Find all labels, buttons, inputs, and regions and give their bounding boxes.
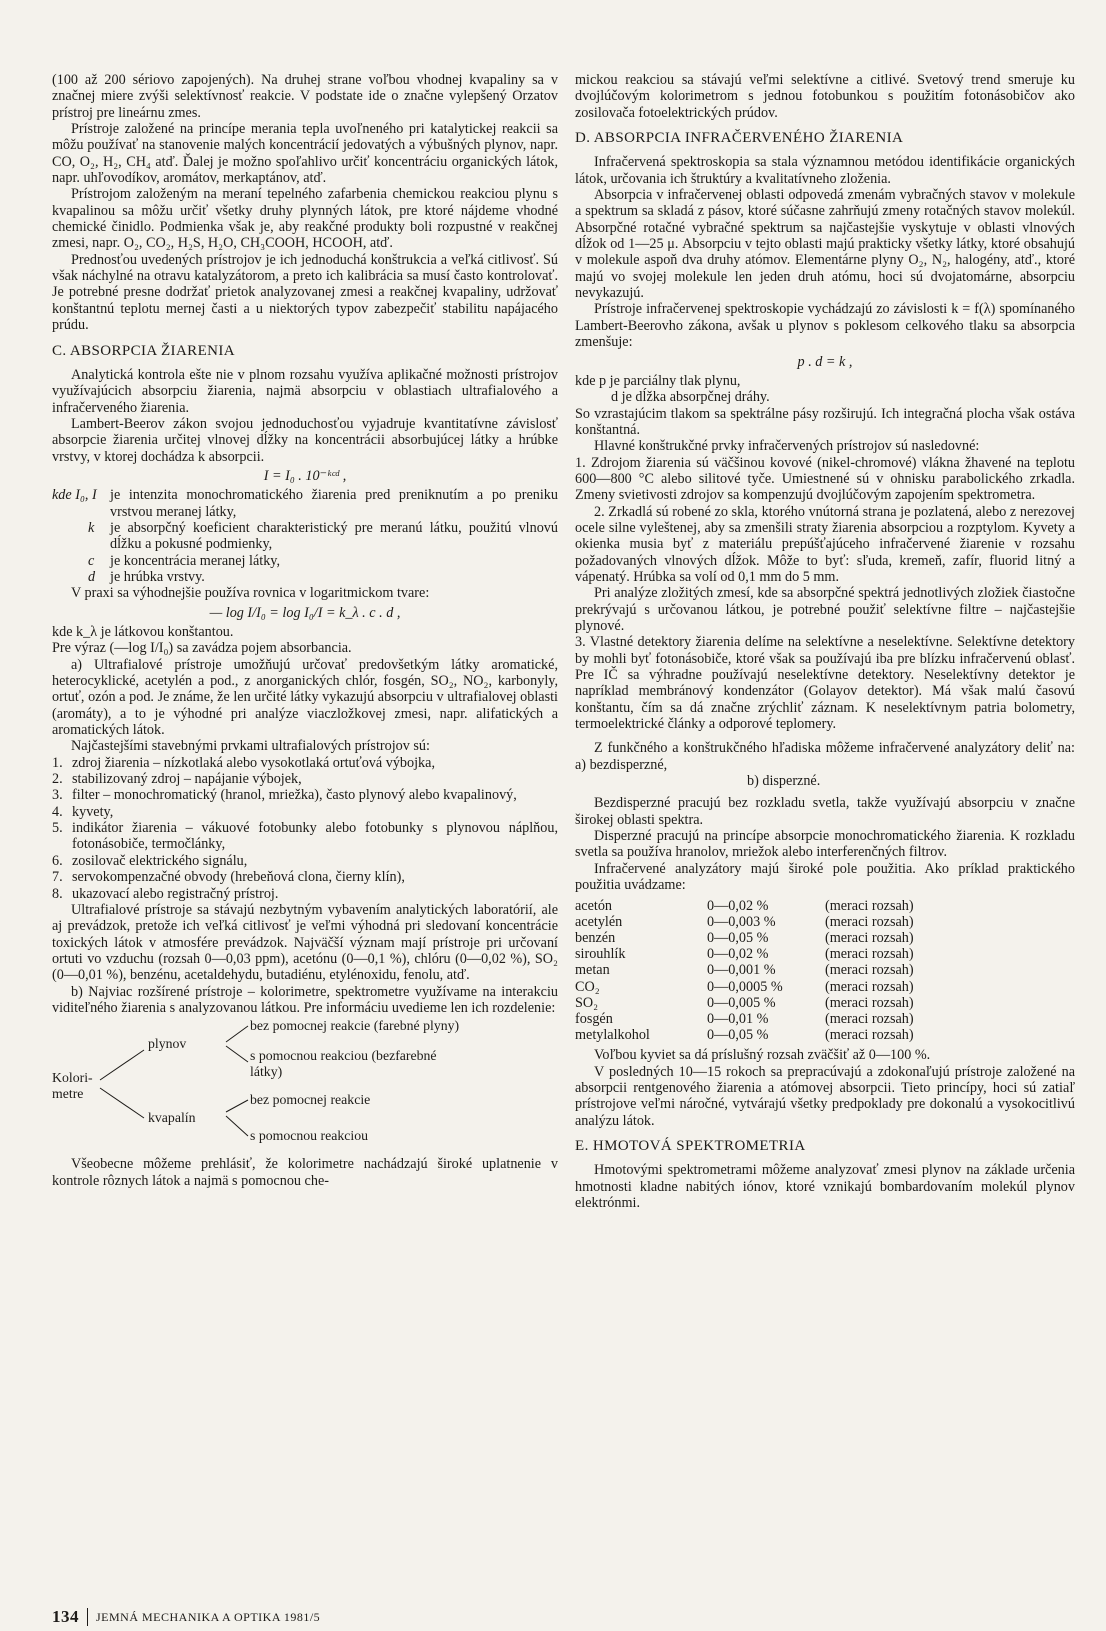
list-item bbox=[52, 869, 558, 885]
diagram-leaf: s pomocnou reakciou (bezfarebné bbox=[250, 1048, 437, 1064]
branch-line-liquid-a bbox=[226, 1100, 248, 1112]
table-row bbox=[575, 995, 914, 1011]
definition-text: je koncentrácia meranej látky, bbox=[110, 552, 281, 569]
list-number: 5. bbox=[52, 820, 63, 837]
list-text: filter – monochromatický (hranol, mriežka), často plynový alebo kvapalinový, bbox=[72, 787, 517, 804]
paragraph: Všeobecne môžeme prehlásiť, že kolorimetre nachádzajú široké uplatnenie v kontrole rôznych látok a najmä s pomocnou che- bbox=[52, 1156, 558, 1189]
paragraph: 1. Zdrojom žiarenia sú väčšinou kovové (nikel-chromové) vlákna žhavené na teplotu 600—800 °C alebo silitové tyče. Umiestnené sú v ohnisku parabolického zrkadla. Zmeny svietivosti zdrojov sa kompenzujú dvojlúčovým zapojením spektrometra. bbox=[575, 454, 1075, 504]
paragraph: Infračervená spektroskopia sa stala významnou metódou identifikácie organických látok, určovania ich štruktúry a kvalitatívneho zloženia. bbox=[575, 154, 1075, 187]
table-row bbox=[575, 914, 914, 930]
table-cell: (meraci rozsah) bbox=[825, 962, 914, 979]
list-number: 6. bbox=[52, 852, 63, 869]
definition-list bbox=[52, 487, 558, 585]
definition-symbol: kde I₀, I bbox=[52, 487, 97, 504]
table-cell: (meraci rozsah) bbox=[825, 913, 914, 930]
paragraph: Infračervené analyzátory majú široké pole použitia. Ako príklad praktického použitia uvádzame: bbox=[575, 860, 1075, 894]
footer-divider bbox=[87, 1608, 88, 1626]
definition-symbol: c bbox=[88, 552, 95, 569]
list-number: 2. bbox=[52, 771, 63, 788]
list-text: servokompenzačné obvody (hrebeňová clona, čierny klín), bbox=[72, 869, 405, 886]
paragraph: Prednosťou uvedených prístrojov je ich jednoduchá konštrukcia a veľká citlivosť. Sú však náchylné na otravu katalyzátorom, a preto ich kalibrácia sa musí často kontrolovať. Je potrebné presne dodržať prietok analyzovanej zmesi a reakčnej kvapaliny, udržovať konštantnú teplotu mernej časti a u niektorých typov zabezpečiť stabilitu napájacého prúdu. bbox=[52, 251, 558, 334]
table-cell: 0—0,001 % bbox=[707, 962, 776, 979]
colorimeter-classification-diagram bbox=[52, 1018, 558, 1148]
table-cell: 0—0,005 % bbox=[707, 994, 776, 1011]
table-cell: benzén bbox=[575, 929, 616, 946]
list-number: 8. bbox=[52, 885, 63, 902]
list-text: indikátor žiarenia – vákuové fotobunky alebo fotobunky s plynovou náplňou, fotonásobiče, termočlánky, bbox=[72, 820, 558, 853]
list-number: 1. bbox=[52, 754, 63, 771]
paragraph: Bezdisperzné pracujú bez rozkladu svetla, takže využívajú absorpciu v značne širokej oblasti spektra. bbox=[575, 795, 1075, 828]
table-cell: 0—0,003 % bbox=[707, 913, 776, 930]
paragraph: V posledných 10—15 rokoch sa prepracúvajú a zdokonaľujú prístroje založené na absorpcii rentgenového žiarenia a atómovej absorpcii. Tieto princípy, hoci sú zatiaľ prístrojove veľmi náročné, vytvárajú všetky predpoklady pre dokonalú a vysokocitlivú analýzu látok. bbox=[575, 1063, 1075, 1129]
table-row bbox=[575, 979, 914, 995]
table-cell: 0—0,05 % bbox=[707, 1027, 769, 1044]
table-cell: 0—0,0005 % bbox=[707, 978, 783, 995]
paragraph: Analytická kontrola ešte nie v plnom rozsahu využíva aplikačné možnosti prístrojov využívajúcich absorpciu žiarenia, najmä absorpciu v oblastiach ultrafialového a infračerveného žiarenia. bbox=[52, 366, 558, 416]
definition-text: je hrúbka vrstvy. bbox=[110, 568, 205, 585]
paragraph: So vzrastajúcim tlakom sa spektrálne pásy rozširujú. Ich integračná plocha však ostáva konštantná. bbox=[575, 405, 1075, 438]
section-heading-e: E. HMOTOVÁ SPEKTROMETRIA bbox=[575, 1138, 806, 1155]
table-row bbox=[575, 930, 914, 946]
branch-line-gas bbox=[100, 1050, 144, 1080]
paragraph: a) Ultrafialové prístroje umožňujú určovať predovšetkým látky aromatické, heterocyklické, acetylén a pod., z anorganických chlór, fosgén, SO₂, NO₂, karbonyly, ortuť, ozón a pod. Je známe, že len určité látky vykazujú absorpciu v ultrafialovej oblasti (aromáty), a to je výhodné pri analýze viaczložkovej zmesi, napr. alifatických a aromatických látok. bbox=[52, 656, 558, 739]
list-item bbox=[52, 804, 558, 820]
list-text: ukazovací alebo registračný prístroj. bbox=[72, 885, 279, 902]
paragraph: b) Najviac rozšírené prístroje – kolorimetre, spektrometre využívame na interakciu viditeľného žiarenia s analyzovanou látkou. Pre informáciu uvedieme len ich rozdelenie: bbox=[52, 983, 558, 1016]
page-footer bbox=[52, 1607, 320, 1627]
diagram-leaf: bez pomocnej reakcie (farebné plyny) bbox=[250, 1018, 460, 1034]
list-text: kyvety, bbox=[72, 803, 114, 820]
list-item bbox=[52, 755, 558, 771]
paragraph: Prístroje založené na princípe merania tepla uvoľneného pri katalytickej reakcii sa môžu používať na stanovenie malých koncentrácií jedovatých a výbušných plynov, napr. CO, O₂, H₂, CH₄ atď. Ďalej je možno spoľahlivo určiť koncentráciu organických látok, napr. uhľovodíkov, aromátov, merkaptánov, atď. bbox=[52, 121, 558, 187]
table-cell: (meraci rozsah) bbox=[825, 1010, 914, 1027]
table-cell: (meraci rozsah) bbox=[825, 994, 914, 1011]
paragraph: Z funkčného a konštrukčného hľadiska môžeme infračervené analyzátory deliť na: a) bezdisperzné, bbox=[575, 740, 1075, 773]
diagram-leaf: bez pomocnej reakcie bbox=[250, 1092, 371, 1108]
table-row bbox=[575, 946, 914, 962]
paragraph: Voľbou kyviet sa dá príslušný rozsah zväčšiť až 0—100 %. bbox=[594, 1047, 931, 1064]
table-row bbox=[575, 898, 914, 914]
definition-row bbox=[52, 553, 558, 569]
analyzer-range-table bbox=[575, 898, 914, 1044]
branch-line-liquid bbox=[100, 1088, 144, 1118]
paragraph: Hmotovými spektrometrami môžeme analyzovať zmesi plynov na základe určenia hmotnosti kladne nabitých iónov, ktoré vznikajú bombardovaním molekúl plynov elektrónmi. bbox=[575, 1162, 1075, 1212]
table-cell: acetón bbox=[575, 897, 613, 914]
paragraph: mickou reakciou sa stávajú veľmi selektívne a citlivé. Svetový trend smeruje ku dvojlúčovým kolorimetrom s jednou fotobunkou s použitím fotonásobičov ako zosilovača fotoelektrických prúdov. bbox=[575, 72, 1075, 121]
paragraph: kde k_λ je látkovou konštantou. bbox=[52, 624, 234, 640]
table-cell: CO₂ bbox=[575, 978, 600, 995]
list-text: zdroj žiarenia – nízkotlaká alebo vysokotlaká ortuťová výbojka, bbox=[72, 754, 435, 771]
formula-pd: p . d = k , bbox=[797, 353, 853, 370]
paragraph: Prístroje infračervenej spektroskopie vychádzajú zo závislosti k = f(λ) spomínaného Lambert-Beerovho zákona, avšak u plynov s poklesom celkového tlaku sa absorpcia zmenšuje: bbox=[575, 301, 1075, 351]
table-cell: metylalkohol bbox=[575, 1027, 650, 1044]
definition-text: d je dĺžka absorpčnej dráhy. bbox=[611, 389, 770, 406]
list-item bbox=[52, 820, 558, 853]
table-row bbox=[575, 1027, 914, 1043]
diagram-node-gas: plynov bbox=[148, 1036, 187, 1052]
journal-title: JEMNÁ MECHANIKA A OPTIKA 1981/5 bbox=[96, 1609, 321, 1624]
diagram-leaf: látky) bbox=[250, 1064, 283, 1080]
section-heading-c: C. ABSORPCIA ŽIARENIA bbox=[52, 342, 236, 359]
table-cell: fosgén bbox=[575, 1010, 613, 1027]
paragraph: (100 až 200 sériovo zapojených). Na druhej strane voľbou vhodnej kvapaliny sa v značnej miere zvýši selektívnosť reakcie. V podstate ide o značne vylepšený Orzatov prístroj pre lineárnu zmes. bbox=[52, 72, 558, 121]
definition-text: kde p je parciálny tlak plynu, bbox=[575, 372, 741, 389]
table-cell: 0—0,05 % bbox=[707, 929, 769, 946]
list-number: 7. bbox=[52, 869, 63, 886]
definition-symbol: k bbox=[88, 519, 95, 536]
section-heading-d: D. ABSORPCIA INFRAČERVENÉHO ŽIARENIA bbox=[575, 130, 904, 147]
table-cell: 0—0,02 % bbox=[707, 946, 769, 963]
paragraph: 2. Zrkadlá sú robené zo skla, ktorého vnútorná strana je pozlatená, alebo z nerezovej ocele silne vyleštenej, aby sa zmenšili straty žiarenia absorpciou a rozptylom. Kyvety a okienka musia byť z materiálu prepúšťajúceho infračervené žiarenie v rozsahu požadovaných vlnových dĺžok. Môže to byť: sľuda, kremeň, zafír, fluorid litný a vápenatý. Hrúbka sa volí od 0,1 mm do 5 mm. bbox=[575, 503, 1075, 585]
definition-row bbox=[52, 569, 558, 585]
table-cell: 0—0,01 % bbox=[707, 1010, 769, 1027]
list-number: 3. bbox=[52, 787, 63, 804]
list-number: 4. bbox=[52, 803, 63, 820]
table-cell: acetylén bbox=[575, 913, 623, 930]
paragraph: b) disperzné. bbox=[747, 773, 821, 790]
paragraph: Disperzné pracujú na princípe absorpcie monochromatického žiarenia. K rozkladu svetla sa používa hranolov, mriežok alebo interferenčných filtrov. bbox=[575, 828, 1075, 861]
diagram-root-label: metre bbox=[52, 1086, 84, 1102]
uv-component-list bbox=[52, 755, 558, 902]
table-cell: sirouhlík bbox=[575, 946, 626, 963]
diagram-root-label: Kolori- bbox=[52, 1070, 93, 1086]
table-cell: (meraci rozsah) bbox=[825, 1027, 914, 1044]
diagram-leaf: s pomocnou reakciou bbox=[250, 1128, 369, 1144]
paragraph: 3. Vlastné detektory žiarenia delíme na selektívne a neselektívne. Selektívne detektory by mohli byť fotonásobiče, ktoré však sa používajú iba pre blízku infračervenú oblasť. Pre IČ sa výhradne používajú neselektívne detektory. Neselektívny detektor je napríklad membránový kondenzátor (Golayov detektor). Má však malú časovú konštantu, čím sa dá značne zrýchliť záznam. K neselektívnym patria bolometry, termoelektrické články a odporové teplomery. bbox=[575, 634, 1075, 733]
list-item bbox=[52, 853, 558, 869]
paragraph: V praxi sa výhodnejšie používa rovnica v logaritmickom tvare: bbox=[71, 585, 430, 602]
table-cell: SO₂ bbox=[575, 994, 599, 1011]
left-column bbox=[52, 72, 558, 1189]
paragraph: Prístrojom založeným na meraní tepelného zafarbenia chemickou reakciou plynu s kvapalinou sa môžu určiť všetky druhy plynných látok, pre ktoré nájdeme vhodné chemické činidlo. Podmienka však je, aby reakčné produkty boli rozpustné v reakčnej zmesi, napr. O₂, CO₂, H₂S, H₂O, CH₃COOH, HCOOH, atď. bbox=[52, 186, 558, 252]
table-cell: (meraci rozsah) bbox=[825, 929, 914, 946]
table-cell: (meraci rozsah) bbox=[825, 978, 914, 995]
definition-symbol: d bbox=[88, 568, 96, 585]
branch-line-liquid-b bbox=[226, 1116, 248, 1136]
definition-text: je absorpčný koeficient charakteristický pre meranú látku, použitú vlnovú dĺžku a pokusné podmienky, bbox=[110, 519, 558, 553]
table-cell: metan bbox=[575, 962, 610, 979]
list-item bbox=[52, 771, 558, 787]
paragraph: Lambert-Beerov zákon svojou jednoduchosťou vyjadruje kvantitatívne závislosť absorpcie žiarenia určitej vlnovej dĺžky na koncentrácii absorbujúcej látky a hrúbke vrstvy, v ktorej dochádza k absorpcii. bbox=[52, 415, 558, 465]
list-text: stabilizovaný zdroj – napájanie výbojek, bbox=[72, 771, 302, 788]
list-text: zosilovač elektrického signálu, bbox=[72, 852, 248, 869]
table-cell: 0—0,02 % bbox=[707, 897, 769, 914]
table-row bbox=[575, 1011, 914, 1027]
paragraph: Ultrafialové prístroje sa stávajú nezbytným vybavením analytických laboratórií, ale aj prevádzok, pretože ich veľká citlivosť je veľmi výhodná pri sledovaní koncentrácie toxických látok v atmosfére prevádzok. Najväčší význam mají prístroje pri určovaní ortuti vo vzduchu (rozsah 0—0,03 ppm), acetónu (0—0,1 %), chlóru (0—0,02 %), SO₂ (0—0,01 %), benzénu, acetaldehydu, butadiénu, etylénoxidu, fenolu, atď. bbox=[52, 901, 558, 984]
table-cell: (meraci rozsah) bbox=[825, 897, 914, 914]
table-cell: (meraci rozsah) bbox=[825, 946, 914, 963]
list-item bbox=[52, 886, 558, 902]
paragraph: Hlavné konštrukčné prvky infračervených prístrojov sú nasledovné: bbox=[594, 438, 980, 455]
branch-line-gas-b bbox=[226, 1046, 248, 1062]
definition-row bbox=[52, 520, 558, 553]
table-row bbox=[575, 962, 914, 978]
definition-row bbox=[52, 487, 558, 520]
paragraph: Absorpcia v infračervenej oblasti odpovedá zmenám vybračných stavov v molekule a spektrum sa skladá z pásov, ktoré súčasne zahrňujú zmeny rotačných stavov molekúl. Absorpčné rotačné vybračné spektrum sa najčastejšie vyskytuje v oblasti vlnových dĺžok od 1—25 μ. Absorpciu v tejto oblasti majú prakticky všetky látky, ktoré obsahujú v molekule aspoň dva druhy atómov. Elementárne plyny O₂, N₂, halogény, atď., ktoré majú vo svojej molekule len jeden druh atómu, hoci sú dvojatomárne, absorpciu nevykazujú. bbox=[575, 187, 1075, 302]
formula-lambert-beer: I = I₀ . 10⁻ᵏᶜᵈ , bbox=[263, 467, 347, 484]
right-column bbox=[575, 72, 1075, 1211]
page-number: 134 bbox=[52, 1607, 79, 1626]
formula-log: — log I/I₀ = log I₀/I = k_λ . c . d , bbox=[209, 604, 401, 621]
paragraph: Najčastejšími stavebnými prvkami ultrafialových prístrojov sú: bbox=[71, 738, 430, 755]
definition-text: je intenzita monochromatického žiarenia pred preniknutím a po preniku vrstvou meranej látky, bbox=[110, 487, 558, 520]
paragraph: Pri analýze zložitých zmesí, kde sa absorpčné spektrá jednotlivých zložiek čiastočne prekrývajú s určovanou látkou, je potrebné použiť selektívne filtre – najčastejšie plynové. bbox=[575, 585, 1075, 634]
branch-line-gas-a bbox=[226, 1026, 248, 1042]
paragraph: Pre výraz (—log I/I₀) sa zavádza pojem absorbancia. bbox=[52, 640, 352, 657]
list-item bbox=[52, 787, 558, 803]
diagram-node-liquid: kvapalín bbox=[148, 1110, 196, 1126]
